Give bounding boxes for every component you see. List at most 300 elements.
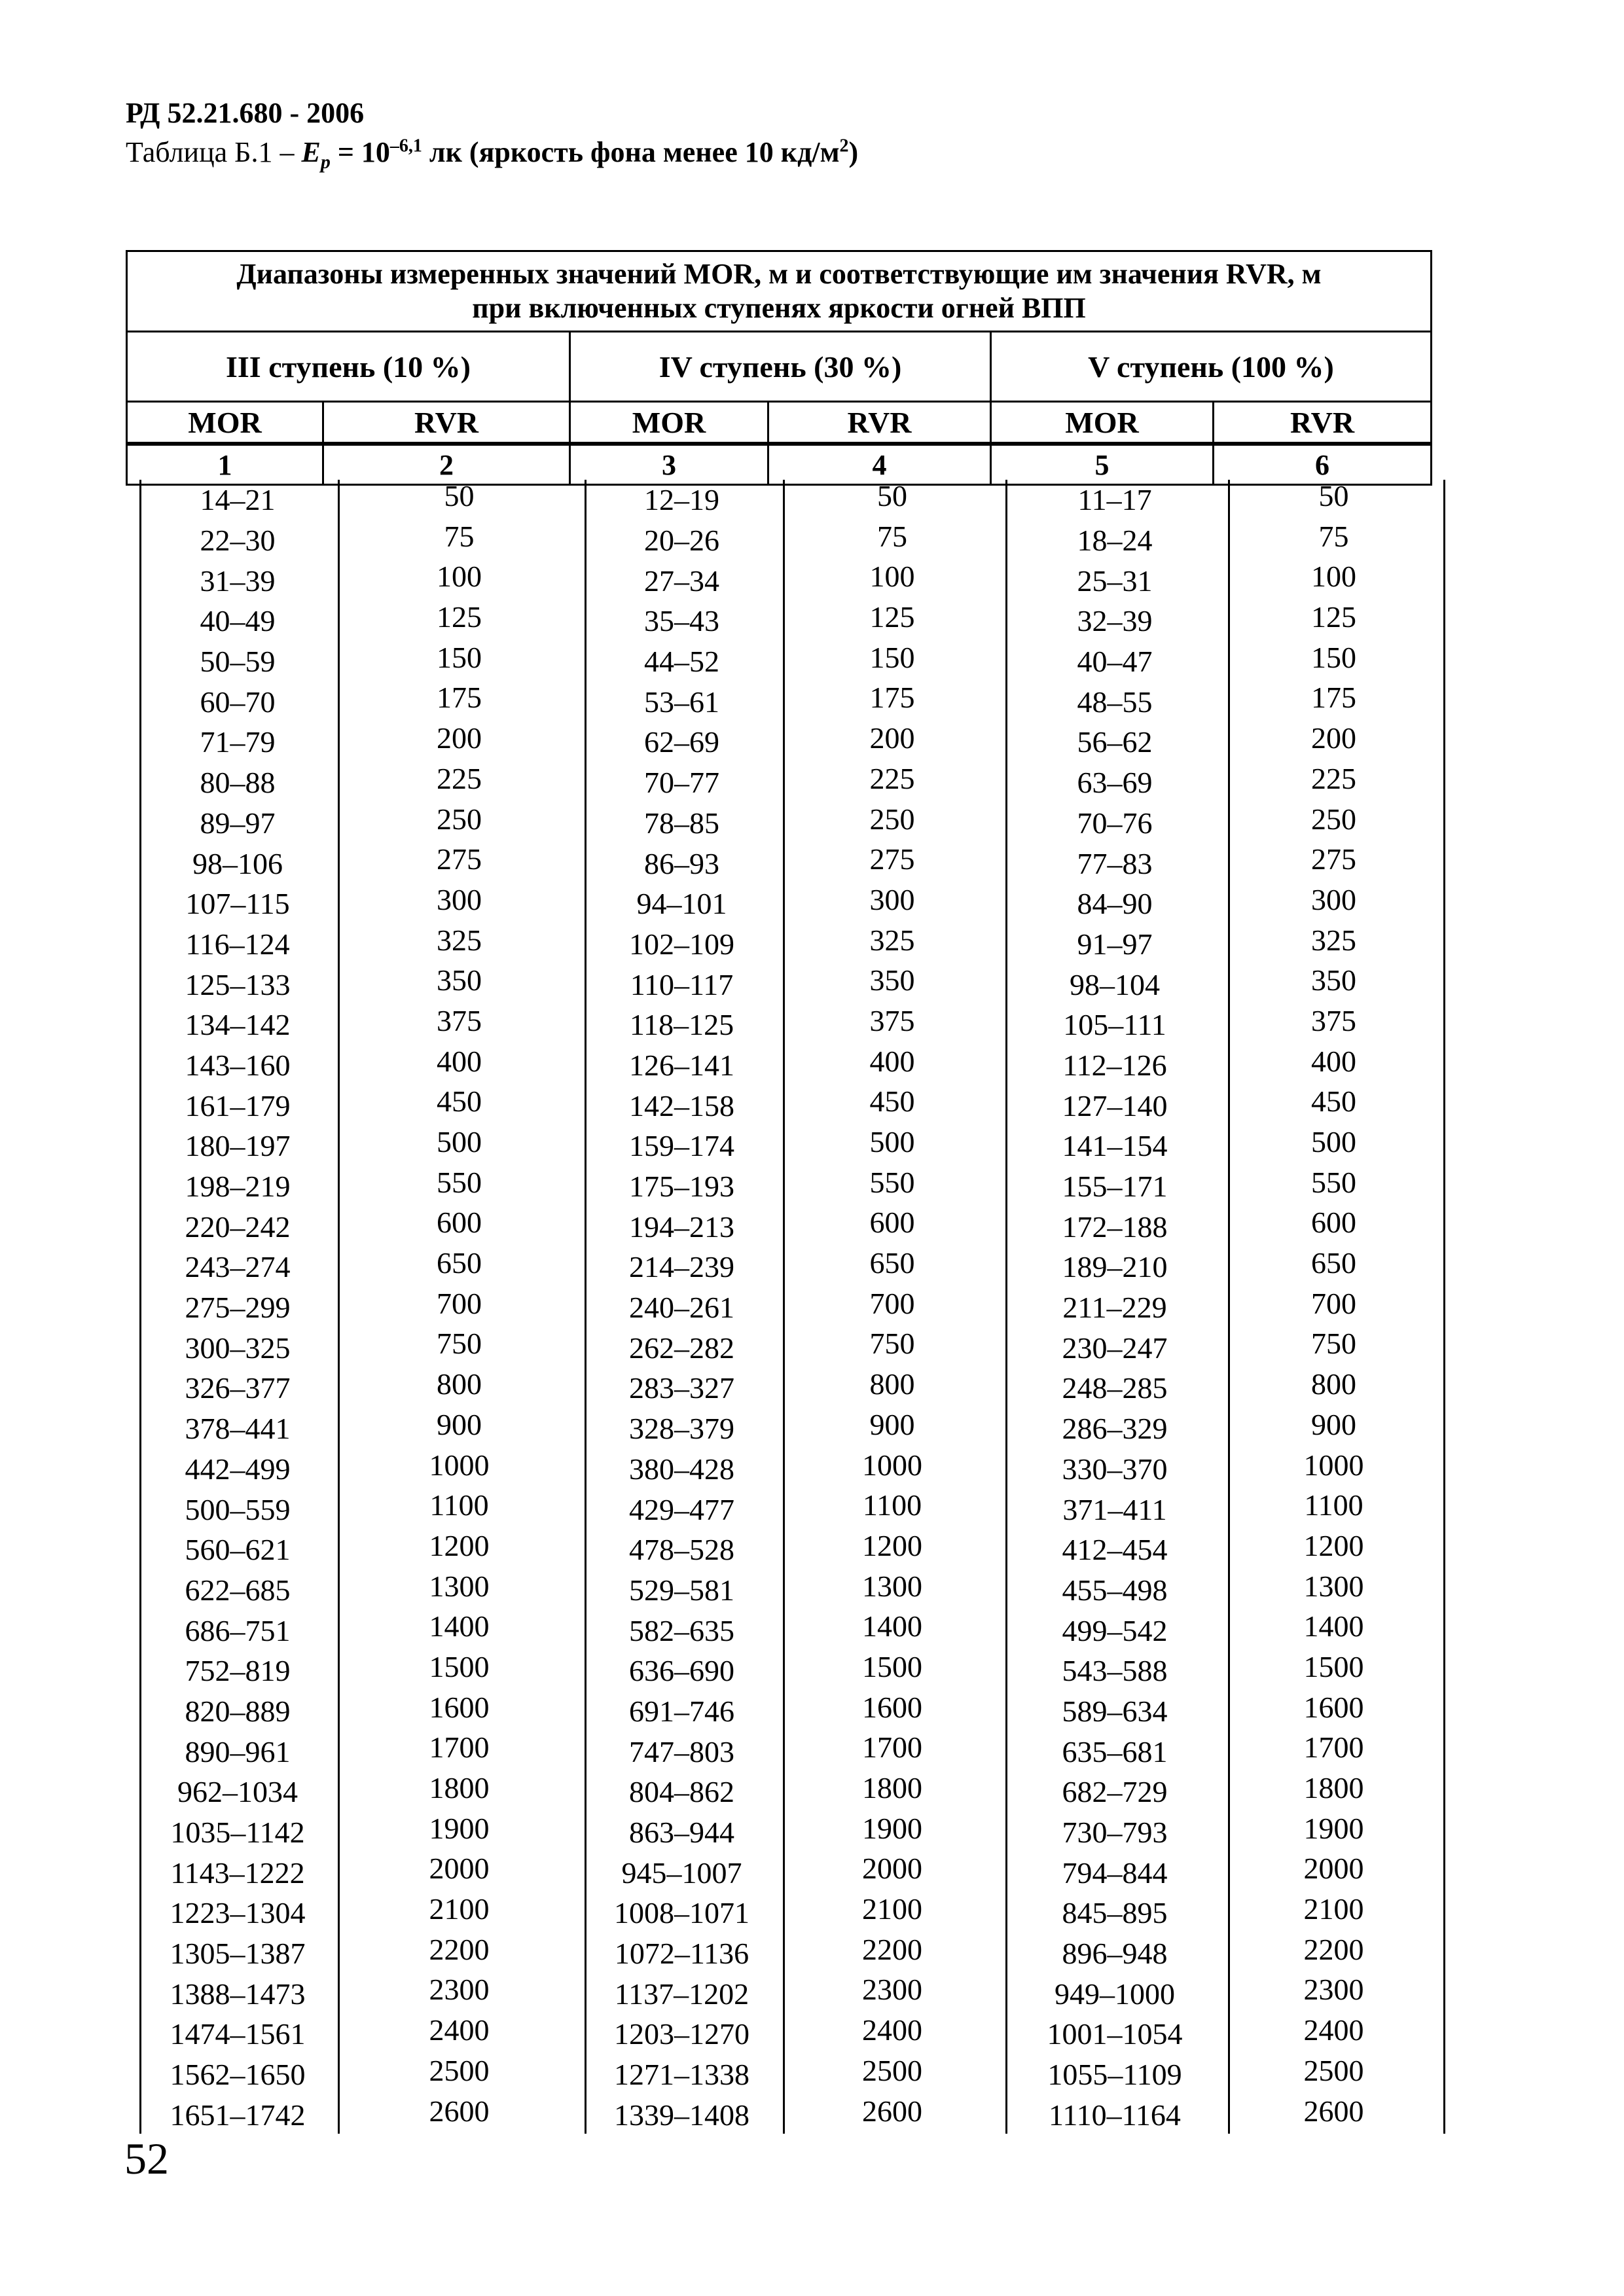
cell-rvr-iii: 600	[437, 1206, 482, 1240]
cell-mor-iv: 478–528	[629, 1533, 734, 1567]
cell-rvr-v: 2000	[1303, 1852, 1364, 1886]
cell-rvr-v: 800	[1311, 1367, 1356, 1401]
cell-mor-iv: 1072–1136	[614, 1937, 749, 1971]
cell-mor-iii: 820–889	[185, 1694, 291, 1728]
cell-mor-v: 949–1000	[1055, 1977, 1175, 2011]
document-code: РД 52.21.680 - 2006	[126, 97, 365, 129]
caption-unit-text: лк (яркость фона менее 10 кд/м	[422, 136, 840, 168]
cell-mor-v: 286–329	[1062, 1412, 1168, 1446]
data-table-body	[139, 480, 1441, 2135]
cell-rvr-iv: 600	[869, 1206, 915, 1240]
caption-prefix: Таблица Б.1 –	[126, 136, 302, 168]
cell-rvr-iii: 175	[437, 681, 482, 715]
cell-rvr-iii: 2200	[429, 1932, 490, 1966]
caption-equals: = 10	[330, 136, 390, 168]
cell-rvr-v: 1100	[1304, 1488, 1363, 1522]
cell-rvr-iv: 1400	[862, 1609, 922, 1643]
cell-mor-iii: 1562–1650	[170, 2058, 306, 2092]
cell-mor-iv: 1339–1408	[614, 2098, 749, 2132]
cell-rvr-iv: 250	[869, 802, 915, 836]
cell-rvr-iii: 800	[437, 1367, 482, 1401]
cell-mor-iv: 20–26	[644, 524, 719, 558]
cell-mor-iii: 1651–1742	[170, 2098, 306, 2132]
cell-rvr-iii: 275	[437, 842, 482, 876]
cell-mor-iv: 118–125	[629, 1008, 734, 1042]
cell-mor-iii: 890–961	[185, 1734, 291, 1768]
cell-mor-v: 32–39	[1077, 604, 1153, 638]
cell-mor-iv: 380–428	[629, 1452, 734, 1486]
cell-rvr-v: 375	[1311, 1003, 1356, 1037]
cell-mor-iii: 14–21	[200, 483, 276, 517]
cell-mor-iv: 35–43	[644, 604, 719, 638]
cell-mor-iii: 752–819	[185, 1654, 291, 1688]
cell-rvr-iii: 1200	[429, 1528, 490, 1562]
table-row	[139, 1812, 1441, 1853]
cell-rvr-v: 2600	[1303, 2094, 1364, 2128]
cell-rvr-v: 450	[1311, 1085, 1356, 1119]
cell-rvr-v: 400	[1311, 1044, 1356, 1078]
cell-rvr-iii: 2000	[429, 1852, 490, 1886]
cell-mor-iv: 1271–1338	[614, 2058, 749, 2092]
cell-rvr-iii: 325	[437, 923, 482, 957]
cell-mor-v: 635–681	[1062, 1734, 1168, 1768]
cell-mor-iii: 116–124	[185, 927, 290, 961]
cell-mor-v: 330–370	[1062, 1452, 1168, 1486]
cell-mor-iii: 143–160	[185, 1048, 291, 1082]
cell-rvr-iv: 225	[869, 761, 915, 795]
cell-rvr-iv: 325	[869, 923, 915, 957]
table-row	[139, 1166, 1441, 1207]
cell-mor-v: 896–948	[1062, 1937, 1168, 1971]
cell-mor-iv: 1137–1202	[614, 1977, 749, 2011]
cell-mor-v: 40–47	[1077, 645, 1153, 679]
caption-e-symbol: E	[301, 136, 321, 168]
cell-rvr-iii: 300	[437, 882, 482, 916]
cell-mor-v: 371–411	[1062, 1492, 1167, 1526]
cell-mor-v: 682–729	[1062, 1775, 1168, 1809]
cell-mor-v: 155–171	[1062, 1170, 1168, 1204]
cell-rvr-iii: 2100	[429, 1892, 490, 1926]
cell-mor-iii: 560–621	[185, 1533, 291, 1567]
table-row	[139, 1045, 1441, 1086]
cell-rvr-iv: 450	[869, 1085, 915, 1119]
cell-mor-iii: 60–70	[200, 685, 276, 719]
cell-rvr-iii: 1600	[429, 1690, 490, 1724]
cell-mor-v: 77–83	[1077, 846, 1153, 880]
cell-rvr-iii: 1900	[429, 1811, 490, 1845]
cell-rvr-iv: 1700	[862, 1731, 922, 1765]
cell-rvr-iv: 275	[869, 842, 915, 876]
cell-rvr-iii: 250	[437, 802, 482, 836]
cell-mor-v: 141–154	[1062, 1129, 1168, 1163]
cell-rvr-iv: 2000	[862, 1852, 922, 1886]
table-row	[139, 560, 1441, 601]
table-row	[139, 1651, 1441, 1691]
cell-mor-iii: 1223–1304	[170, 1896, 306, 1930]
cell-mor-iv: 804–862	[629, 1775, 734, 1809]
cell-mor-v: 189–210	[1062, 1250, 1168, 1284]
cell-mor-iv: 86–93	[644, 846, 719, 880]
cell-rvr-v: 550	[1311, 1165, 1356, 1199]
table-row	[139, 681, 1441, 722]
cell-rvr-v: 150	[1311, 640, 1356, 674]
table-row	[139, 803, 1441, 844]
cell-rvr-iv: 100	[869, 560, 915, 594]
cell-rvr-iv: 1900	[862, 1811, 922, 1845]
cell-rvr-iv: 800	[869, 1367, 915, 1401]
cell-mor-iv: 62–69	[644, 725, 719, 759]
cell-rvr-iv: 900	[869, 1407, 915, 1441]
cell-mor-iv: 27–34	[644, 564, 719, 598]
table-row	[139, 884, 1441, 924]
table-row	[139, 1327, 1441, 1368]
subheader-rvr: RVR	[768, 402, 991, 444]
cell-mor-v: 794–844	[1062, 1856, 1168, 1890]
cell-mor-iv: 582–635	[629, 1613, 734, 1647]
cell-mor-iv: 636–690	[629, 1654, 734, 1688]
cell-mor-iv: 747–803	[629, 1734, 734, 1768]
cell-rvr-iii: 450	[437, 1085, 482, 1119]
cell-rvr-v: 200	[1311, 721, 1356, 755]
cell-rvr-iii: 125	[437, 600, 482, 634]
column-number: 2	[323, 444, 570, 485]
cell-rvr-v: 2400	[1303, 2013, 1364, 2047]
cell-rvr-v: 325	[1311, 923, 1356, 957]
table-row	[139, 601, 1441, 641]
cell-rvr-iv: 75	[877, 519, 907, 553]
cell-mor-iii: 275–299	[185, 1291, 291, 1325]
cell-rvr-iii: 225	[437, 761, 482, 795]
cell-rvr-iii: 550	[437, 1165, 482, 1199]
cell-mor-iii: 31–39	[200, 564, 276, 598]
cell-mor-v: 455–498	[1062, 1573, 1168, 1607]
cell-rvr-v: 2100	[1303, 1892, 1364, 1926]
column-number: 4	[768, 444, 991, 485]
cell-mor-v: 63–69	[1077, 766, 1153, 800]
cell-rvr-iii: 750	[437, 1327, 482, 1361]
cell-mor-v: 845–895	[1062, 1896, 1168, 1930]
page-number: 52	[124, 2134, 169, 2183]
cell-rvr-iii: 100	[437, 560, 482, 594]
cell-mor-iv: 1203–1270	[614, 2017, 749, 2051]
cell-mor-iii: 500–559	[185, 1492, 291, 1526]
cell-mor-iv: 691–746	[629, 1694, 734, 1728]
cell-mor-v: 105–111	[1063, 1008, 1166, 1042]
column-number: 1	[127, 444, 323, 485]
cell-rvr-v: 75	[1318, 519, 1349, 553]
cell-rvr-iii: 375	[437, 1003, 482, 1037]
cell-mor-v: 412–454	[1062, 1533, 1168, 1567]
cell-rvr-v: 175	[1311, 681, 1356, 715]
cell-rvr-v: 125	[1311, 600, 1356, 634]
cell-mor-v: 56–62	[1077, 725, 1153, 759]
cell-mor-v: 211–229	[1062, 1291, 1167, 1325]
cell-rvr-v: 250	[1311, 802, 1356, 836]
cell-mor-iv: 262–282	[629, 1331, 734, 1365]
table-row	[139, 1408, 1441, 1449]
cell-rvr-iv: 1600	[862, 1690, 922, 1724]
cell-mor-iii: 1305–1387	[170, 1937, 306, 1971]
table-row	[139, 1893, 1441, 1933]
cell-rvr-v: 1000	[1303, 1448, 1364, 1482]
table-row	[139, 722, 1441, 762]
cell-rvr-v: 650	[1311, 1246, 1356, 1280]
table-row	[139, 1126, 1441, 1166]
cell-mor-v: 11–17	[1077, 483, 1152, 517]
cell-mor-iii: 161–179	[185, 1088, 291, 1122]
cell-rvr-iv: 350	[869, 963, 915, 997]
table-row	[139, 1772, 1441, 1812]
table-row	[139, 1085, 1441, 1126]
cell-mor-iii: 1035–1142	[170, 1816, 305, 1850]
cell-rvr-iii: 1800	[429, 1771, 490, 1804]
cell-mor-v: 230–247	[1062, 1331, 1168, 1365]
cell-rvr-iv: 375	[869, 1003, 915, 1037]
cell-rvr-iv: 650	[869, 1246, 915, 1280]
cell-rvr-v: 100	[1311, 560, 1356, 594]
cell-rvr-iii: 350	[437, 963, 482, 997]
cell-mor-iii: 98–106	[192, 846, 283, 880]
table-row	[139, 924, 1441, 965]
cell-mor-v: 1001–1054	[1047, 2017, 1183, 2051]
table-row	[139, 1530, 1441, 1570]
cell-mor-iii: 1143–1222	[170, 1856, 305, 1890]
cell-mor-iv: 214–239	[629, 1250, 734, 1284]
cell-rvr-iii: 75	[444, 519, 475, 553]
cell-mor-v: 499–542	[1062, 1613, 1168, 1647]
cell-rvr-iii: 1300	[429, 1569, 490, 1603]
table-header	[126, 250, 1432, 486]
cell-mor-iv: 945–1007	[621, 1856, 742, 1890]
cell-mor-iv: 1008–1071	[614, 1896, 749, 1930]
cell-mor-v: 91–97	[1077, 927, 1153, 961]
table-row	[139, 762, 1441, 803]
cell-rvr-iii: 1700	[429, 1731, 490, 1765]
caption-close: )	[848, 136, 859, 168]
cell-mor-v: 98–104	[1070, 967, 1160, 1001]
cell-mor-iii: 71–79	[200, 725, 276, 759]
cell-mor-iv: 283–327	[629, 1371, 734, 1405]
table-row	[139, 480, 1441, 520]
cell-rvr-v: 275	[1311, 842, 1356, 876]
table-row	[139, 1933, 1441, 1974]
cell-mor-iii: 198–219	[185, 1170, 291, 1204]
cell-rvr-v: 500	[1311, 1125, 1356, 1158]
cell-rvr-iv: 200	[869, 721, 915, 755]
cell-mor-iv: 194–213	[629, 1210, 734, 1244]
cell-rvr-iv: 2200	[862, 1932, 922, 1966]
table-row	[139, 1610, 1441, 1651]
cell-mor-iv: 110–117	[630, 967, 734, 1001]
cell-mor-iii: 125–133	[185, 967, 291, 1001]
cell-rvr-iv: 400	[869, 1044, 915, 1078]
cell-rvr-iv: 1500	[862, 1649, 922, 1683]
cell-rvr-v: 225	[1311, 761, 1356, 795]
table-row	[139, 1691, 1441, 1732]
step-header-iii: III ступень (10 %)	[127, 332, 570, 402]
cell-mor-v: 589–634	[1062, 1694, 1168, 1728]
table-row	[139, 843, 1441, 884]
cell-rvr-iii: 2300	[429, 1973, 490, 2007]
step-header-v: V ступень (100 %)	[991, 332, 1432, 402]
table-caption	[126, 134, 858, 171]
cell-rvr-v: 1800	[1303, 1771, 1364, 1804]
subheader-mor: MOR	[991, 402, 1214, 444]
cell-rvr-iv: 2500	[862, 2053, 922, 2087]
cell-rvr-iv: 700	[869, 1286, 915, 1320]
cell-rvr-iv: 300	[869, 882, 915, 916]
subheader-mor: MOR	[127, 402, 323, 444]
cell-mor-iv: 529–581	[629, 1573, 734, 1607]
column-number: 6	[1214, 444, 1432, 485]
cell-mor-iv: 94–101	[636, 887, 727, 921]
cell-rvr-v: 750	[1311, 1327, 1356, 1361]
cell-mor-v: 730–793	[1062, 1816, 1168, 1850]
cell-rvr-iii: 650	[437, 1246, 482, 1280]
cell-mor-iv: 126–141	[629, 1048, 734, 1082]
cell-mor-iv: 175–193	[629, 1170, 734, 1204]
subheader-rvr: RVR	[323, 402, 570, 444]
cell-rvr-iv: 1000	[862, 1448, 922, 1482]
cell-mor-v: 18–24	[1077, 524, 1153, 558]
cell-mor-iii: 1388–1473	[170, 1977, 306, 2011]
subheader-mor: MOR	[570, 402, 768, 444]
cell-mor-iv: 863–944	[629, 1816, 734, 1850]
cell-rvr-iv: 1100	[862, 1488, 922, 1522]
cell-rvr-v: 1900	[1303, 1811, 1364, 1845]
cell-rvr-iv: 1300	[862, 1569, 922, 1603]
cell-rvr-iv: 150	[869, 640, 915, 674]
table-row	[139, 641, 1441, 682]
cell-mor-iii: 22–30	[200, 524, 276, 558]
cell-mor-iv: 12–19	[644, 483, 719, 517]
cell-mor-iv: 78–85	[644, 806, 719, 840]
cell-mor-iii: 89–97	[200, 806, 276, 840]
cell-rvr-iv: 2100	[862, 1892, 922, 1926]
caption-square: 2	[839, 135, 849, 156]
data-table	[139, 480, 1441, 2135]
cell-mor-v: 1055–1109	[1047, 2058, 1182, 2092]
cell-rvr-v: 1600	[1303, 1690, 1364, 1724]
table-row	[139, 2014, 1441, 2054]
cell-rvr-iii: 1400	[429, 1609, 490, 1643]
cell-mor-v: 25–31	[1077, 564, 1153, 598]
cell-mor-v: 248–285	[1062, 1371, 1168, 1405]
cell-rvr-iv: 2400	[862, 2013, 922, 2047]
cell-rvr-iii: 700	[437, 1286, 482, 1320]
cell-rvr-iv: 1200	[862, 1528, 922, 1562]
table-row	[139, 1489, 1441, 1530]
cell-mor-iv: 102–109	[629, 927, 734, 961]
cell-rvr-iv: 750	[869, 1327, 915, 1361]
cell-mor-iii: 134–142	[185, 1008, 291, 1042]
cell-rvr-iii: 400	[437, 1044, 482, 1078]
table-row	[139, 1973, 1441, 2014]
cell-mor-iii: 378–441	[185, 1412, 291, 1446]
cell-mor-v: 84–90	[1077, 887, 1153, 921]
cell-mor-iii: 622–685	[185, 1573, 291, 1607]
cell-mor-iii: 442–499	[185, 1452, 291, 1486]
cell-mor-v: 48–55	[1077, 685, 1153, 719]
cell-rvr-v: 1400	[1303, 1609, 1364, 1643]
cell-mor-iv: 44–52	[644, 645, 719, 679]
cell-mor-v: 1110–1164	[1049, 2098, 1181, 2132]
cell-mor-iii: 80–88	[200, 766, 276, 800]
cell-rvr-v: 2200	[1303, 1932, 1364, 1966]
cell-rvr-iii: 2400	[429, 2013, 490, 2047]
table-row	[139, 1206, 1441, 1247]
cell-mor-iii: 243–274	[185, 1250, 291, 1284]
cell-rvr-iv: 175	[869, 681, 915, 715]
cell-mor-iii: 962–1034	[177, 1775, 298, 1809]
caption-e-subscript: p	[320, 151, 331, 173]
table-row	[139, 520, 1441, 561]
cell-rvr-v: 50	[1318, 479, 1349, 512]
table-row	[139, 1449, 1441, 1490]
table-title-line-1: Диапазоны измеренных значений MOR, м и соответствующие им значения RVR, м	[236, 258, 1322, 290]
table-row	[139, 1247, 1441, 1287]
cell-mor-iv: 159–174	[629, 1129, 734, 1163]
caption-exponent: –6,1	[389, 135, 422, 156]
table-row	[139, 1368, 1441, 1408]
cell-rvr-v: 700	[1311, 1286, 1356, 1320]
column-number: 3	[570, 444, 768, 485]
cell-mor-v: 70–76	[1077, 806, 1153, 840]
cell-rvr-v: 1700	[1303, 1731, 1364, 1765]
cell-rvr-v: 350	[1311, 963, 1356, 997]
cell-mor-iii: 107–115	[185, 887, 290, 921]
cell-rvr-v: 600	[1311, 1206, 1356, 1240]
cell-rvr-iv: 550	[869, 1165, 915, 1199]
cell-mor-v: 172–188	[1062, 1210, 1168, 1244]
cell-rvr-iii: 1000	[429, 1448, 490, 1482]
cell-rvr-iv: 125	[869, 600, 915, 634]
cell-rvr-v: 900	[1311, 1407, 1356, 1441]
cell-rvr-v: 300	[1311, 882, 1356, 916]
cell-rvr-iii: 500	[437, 1125, 482, 1158]
cell-rvr-iii: 200	[437, 721, 482, 755]
cell-mor-iv: 328–379	[629, 1412, 734, 1446]
cell-mor-iii: 180–197	[185, 1129, 291, 1163]
table-row	[139, 1731, 1441, 1772]
cell-rvr-iv: 2300	[862, 1973, 922, 2007]
cell-mor-iii: 220–242	[185, 1210, 291, 1244]
cell-mor-iv: 429–477	[629, 1492, 734, 1526]
cell-rvr-iii: 1500	[429, 1649, 490, 1683]
cell-rvr-v: 1200	[1303, 1528, 1364, 1562]
cell-mor-iii: 50–59	[200, 645, 276, 679]
cell-rvr-iii: 2600	[429, 2094, 490, 2128]
cell-mor-iii: 300–325	[185, 1331, 291, 1365]
column-number: 5	[991, 444, 1214, 485]
cell-rvr-v: 1300	[1303, 1569, 1364, 1603]
cell-rvr-iii: 1100	[429, 1488, 489, 1522]
table-row	[139, 1852, 1441, 1893]
table-row	[139, 1005, 1441, 1045]
cell-mor-iii: 40–49	[200, 604, 276, 638]
cell-mor-iv: 53–61	[644, 685, 719, 719]
cell-rvr-iv: 50	[877, 479, 907, 512]
cell-rvr-v: 2500	[1303, 2053, 1364, 2087]
cell-mor-iv: 142–158	[629, 1088, 734, 1122]
step-header-iv: IV ступень (30 %)	[570, 332, 991, 402]
cell-rvr-iii: 2500	[429, 2053, 490, 2087]
cell-mor-iv: 70–77	[644, 766, 719, 800]
cell-rvr-iv: 500	[869, 1125, 915, 1158]
table-row	[139, 964, 1441, 1005]
cell-mor-iii: 326–377	[185, 1371, 291, 1405]
table-row	[139, 2054, 1441, 2095]
